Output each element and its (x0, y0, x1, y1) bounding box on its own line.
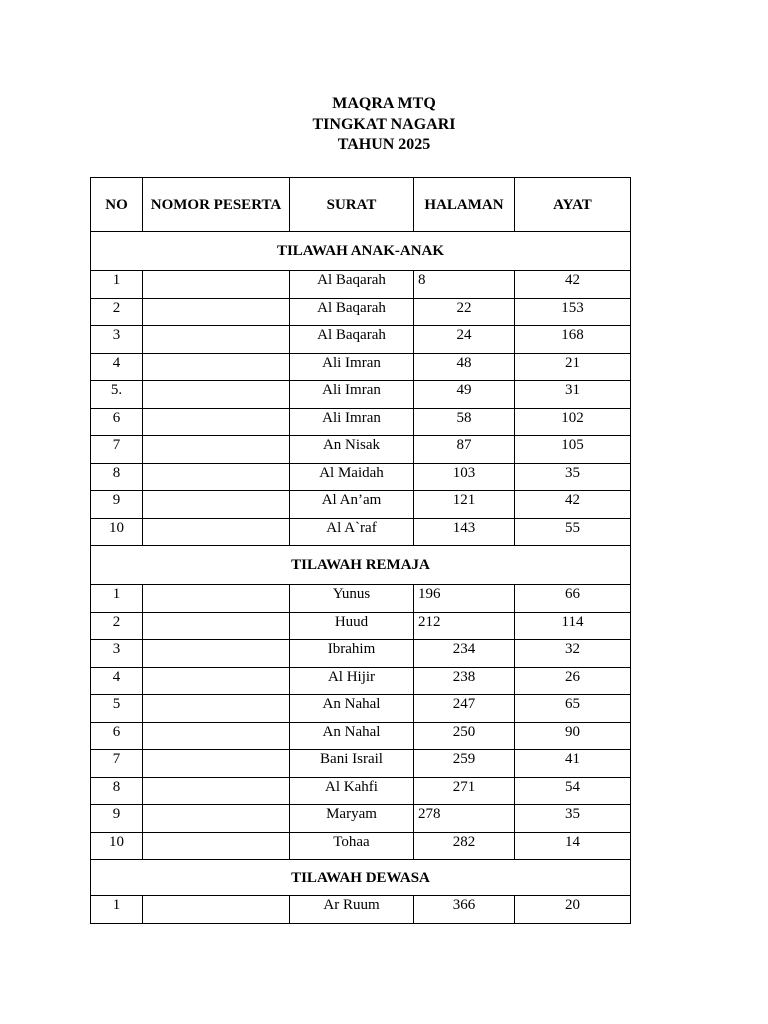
cell-ayat: 42 (515, 491, 631, 519)
title-line-2: TINGKAT NAGARI (312, 115, 456, 133)
cell-surat: An Nahal (290, 722, 414, 750)
cell-halaman: 22 (414, 298, 515, 326)
table-row (91, 585, 631, 613)
cell-ayat: 21 (515, 353, 631, 381)
cell-ayat: 32 (515, 640, 631, 668)
section-header-row (91, 232, 631, 271)
table-row (91, 612, 631, 640)
cell-ayat: 26 (515, 667, 631, 695)
cell-surat: Tohaa (290, 832, 414, 860)
cell-nomor-peserta (143, 896, 290, 924)
table-body (91, 232, 631, 924)
section-title: TILAWAH DEWASA (91, 860, 631, 896)
cell-no: 7 (91, 750, 143, 778)
cell-surat: Al A`raf (290, 518, 414, 546)
cell-halaman: 234 (414, 640, 515, 668)
cell-no: 2 (91, 298, 143, 326)
section-title: TILAWAH REMAJA (91, 546, 631, 585)
cell-halaman: 212 (414, 612, 515, 640)
cell-nomor-peserta (143, 326, 290, 354)
table-row (91, 381, 631, 409)
cell-nomor-peserta (143, 612, 290, 640)
cell-surat: Yunus (290, 585, 414, 613)
cell-nomor-peserta (143, 408, 290, 436)
table-row (91, 640, 631, 668)
cell-surat: Ali Imran (290, 353, 414, 381)
cell-surat: An Nahal (290, 695, 414, 723)
cell-ayat: 105 (515, 436, 631, 464)
cell-halaman: 49 (414, 381, 515, 409)
column-header-ayat: AYAT (515, 178, 631, 232)
cell-halaman: 259 (414, 750, 515, 778)
cell-no: 1 (91, 271, 143, 299)
cell-ayat: 90 (515, 722, 631, 750)
cell-halaman: 238 (414, 667, 515, 695)
column-header-nomor-peserta: NOMOR PESERTA (143, 178, 290, 232)
cell-halaman: 48 (414, 353, 515, 381)
cell-surat: Al Baqarah (290, 326, 414, 354)
table-header-row (91, 178, 631, 232)
cell-surat: Al Baqarah (290, 298, 414, 326)
table-row (91, 667, 631, 695)
table-row (91, 695, 631, 723)
table-row (91, 722, 631, 750)
cell-halaman: 250 (414, 722, 515, 750)
maqra-table (90, 177, 631, 924)
cell-nomor-peserta (143, 805, 290, 833)
cell-ayat: 168 (515, 326, 631, 354)
cell-no: 10 (91, 832, 143, 860)
cell-surat: Bani Israil (290, 750, 414, 778)
cell-surat: An Nisak (290, 436, 414, 464)
cell-halaman: 196 (414, 585, 515, 613)
table-row (91, 326, 631, 354)
cell-surat: Al Maidah (290, 463, 414, 491)
cell-surat: Ali Imran (290, 408, 414, 436)
cell-no: 9 (91, 491, 143, 519)
cell-surat: Huud (290, 612, 414, 640)
cell-no: 5. (91, 381, 143, 409)
cell-ayat: 31 (515, 381, 631, 409)
cell-halaman: 247 (414, 695, 515, 723)
cell-ayat: 54 (515, 777, 631, 805)
cell-surat: Al Baqarah (290, 271, 414, 299)
cell-ayat: 14 (515, 832, 631, 860)
cell-no: 1 (91, 896, 143, 924)
cell-nomor-peserta (143, 463, 290, 491)
table-row (91, 896, 631, 924)
cell-surat: Al Hijir (290, 667, 414, 695)
cell-halaman: 271 (414, 777, 515, 805)
cell-halaman: 366 (414, 896, 515, 924)
cell-no: 6 (91, 408, 143, 436)
cell-ayat: 35 (515, 805, 631, 833)
cell-no: 8 (91, 777, 143, 805)
cell-nomor-peserta (143, 695, 290, 723)
cell-nomor-peserta (143, 353, 290, 381)
cell-nomor-peserta (143, 381, 290, 409)
cell-no: 7 (91, 436, 143, 464)
title-line-3: TAHUN 2025 (337, 136, 431, 153)
cell-no: 4 (91, 667, 143, 695)
cell-surat: Al An’am (290, 491, 414, 519)
cell-no: 4 (91, 353, 143, 381)
document-title (0, 94, 768, 156)
table-row (91, 298, 631, 326)
table-row (91, 832, 631, 860)
cell-no: 3 (91, 640, 143, 668)
cell-nomor-peserta (143, 271, 290, 299)
cell-halaman: 121 (414, 491, 515, 519)
column-header-surat: SURAT (290, 178, 414, 232)
cell-nomor-peserta (143, 722, 290, 750)
section-header-row (91, 546, 631, 585)
cell-nomor-peserta (143, 518, 290, 546)
cell-nomor-peserta (143, 298, 290, 326)
cell-ayat: 55 (515, 518, 631, 546)
table-row (91, 436, 631, 464)
cell-no: 2 (91, 612, 143, 640)
table-row (91, 777, 631, 805)
cell-no: 9 (91, 805, 143, 833)
cell-halaman: 58 (414, 408, 515, 436)
table-row (91, 805, 631, 833)
cell-ayat: 114 (515, 612, 631, 640)
cell-surat: Al Kahfi (290, 777, 414, 805)
cell-halaman: 8 (414, 271, 515, 299)
cell-no: 3 (91, 326, 143, 354)
cell-ayat: 65 (515, 695, 631, 723)
cell-nomor-peserta (143, 832, 290, 860)
cell-ayat: 153 (515, 298, 631, 326)
title-line-1: MAQRA MTQ (332, 95, 436, 112)
table-row (91, 408, 631, 436)
cell-nomor-peserta (143, 667, 290, 695)
cell-halaman: 24 (414, 326, 515, 354)
cell-halaman: 143 (414, 518, 515, 546)
cell-surat: Ar Ruum (290, 896, 414, 924)
cell-surat: Ali Imran (290, 381, 414, 409)
cell-ayat: 42 (515, 271, 631, 299)
table-row (91, 750, 631, 778)
cell-halaman: 278 (414, 805, 515, 833)
column-header-halaman: HALAMAN (414, 178, 515, 232)
cell-halaman: 282 (414, 832, 515, 860)
cell-nomor-peserta (143, 640, 290, 668)
cell-no: 8 (91, 463, 143, 491)
table-row (91, 271, 631, 299)
cell-nomor-peserta (143, 436, 290, 464)
cell-ayat: 66 (515, 585, 631, 613)
column-header-no: NO (91, 178, 143, 232)
cell-ayat: 102 (515, 408, 631, 436)
cell-nomor-peserta (143, 491, 290, 519)
cell-ayat: 41 (515, 750, 631, 778)
cell-ayat: 20 (515, 896, 631, 924)
cell-nomor-peserta (143, 585, 290, 613)
table-row (91, 353, 631, 381)
section-header-row (91, 860, 631, 896)
table-row (91, 463, 631, 491)
cell-no: 1 (91, 585, 143, 613)
table-row (91, 518, 631, 546)
cell-surat: Ibrahim (290, 640, 414, 668)
cell-surat: Maryam (290, 805, 414, 833)
cell-nomor-peserta (143, 777, 290, 805)
cell-halaman: 103 (414, 463, 515, 491)
cell-halaman: 87 (414, 436, 515, 464)
cell-ayat: 35 (515, 463, 631, 491)
cell-nomor-peserta (143, 750, 290, 778)
cell-no: 10 (91, 518, 143, 546)
section-title: TILAWAH ANAK-ANAK (91, 232, 631, 271)
cell-no: 5 (91, 695, 143, 723)
table-row (91, 491, 631, 519)
cell-no: 6 (91, 722, 143, 750)
